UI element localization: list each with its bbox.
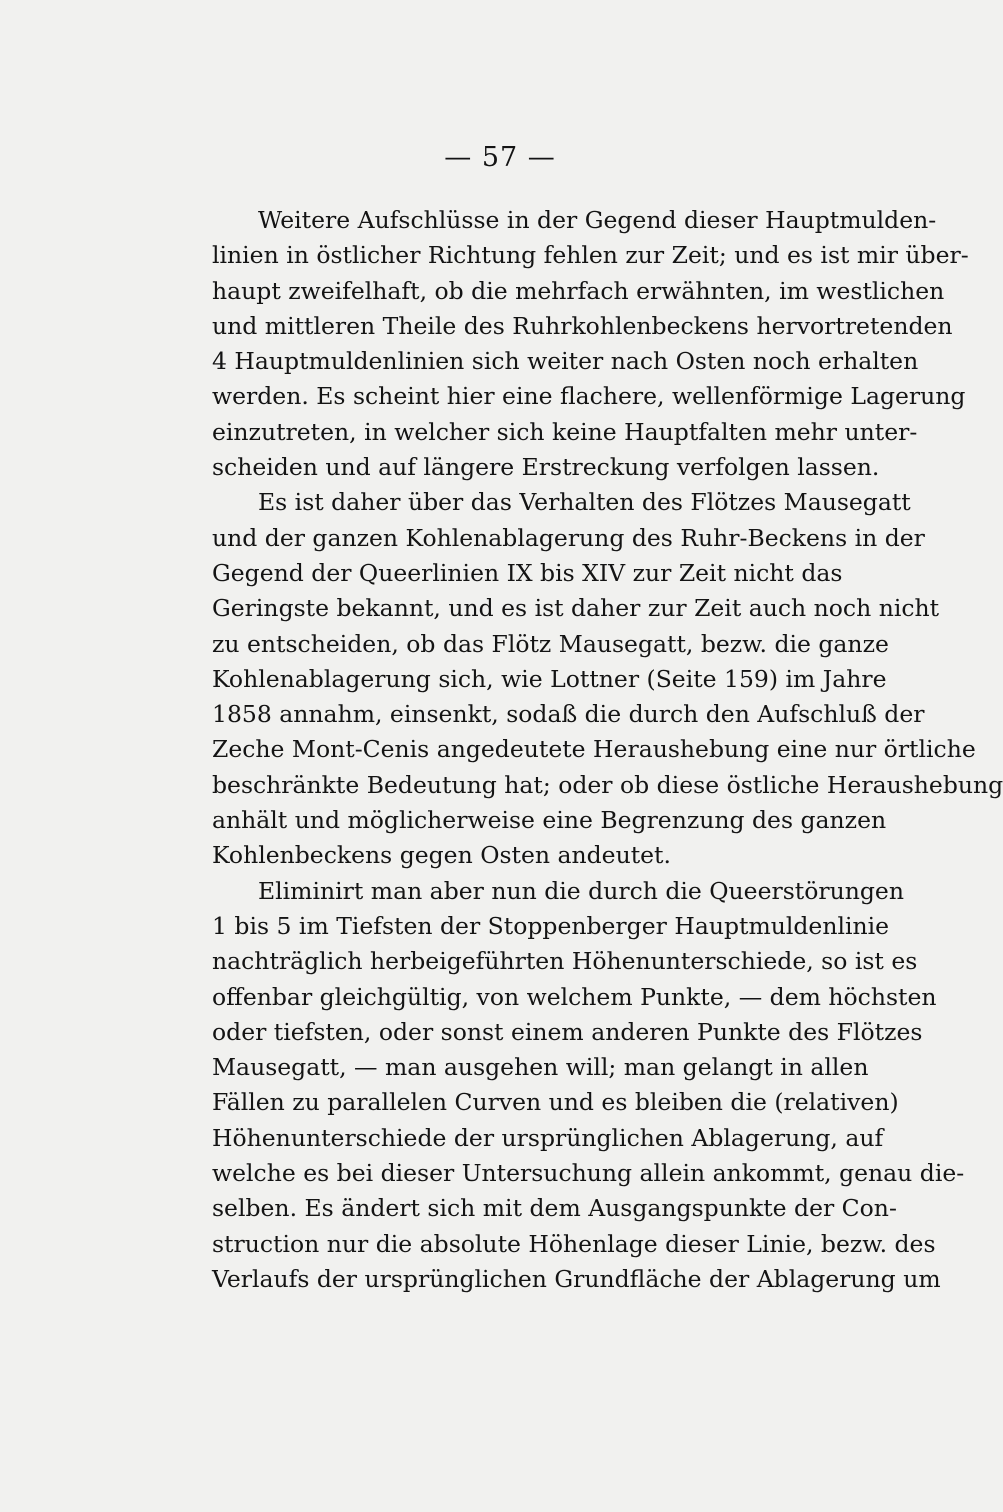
text-line: und der ganzen Kohlenablagerung des Ruhr-Beckens in der <box>212 523 925 552</box>
paragraph-2 <box>212 485 1003 873</box>
text-line: struction nur die absolute Höhenlage dieser Linie, bezw. des <box>212 1229 936 1258</box>
text-line: Höhenunterschiede der ursprünglichen Ablagerung, auf <box>212 1123 884 1152</box>
page-number: — 57 — <box>444 142 556 173</box>
text-line: beschränkte Bedeutung hat; oder ob diese östliche Heraushebung <box>212 770 1003 799</box>
text-line: werden. Es scheint hier eine flachere, wellenförmige Lagerung <box>212 382 966 411</box>
text-line: haupt zweifelhaft, ob die mehrfach erwähnten, im westlichen <box>212 276 945 305</box>
text-line: nachträglich herbeigeführten Höhenunterschiede, so ist es <box>212 947 918 976</box>
text-line: 1 bis 5 im Tiefsten der Stoppenberger Hauptmuldenlinie <box>212 911 890 940</box>
text-line: Geringste bekannt, und es ist daher zur Zeit auch noch nicht <box>212 594 940 623</box>
text-line: selben. Es ändert sich mit dem Ausgangspunkte der Con- <box>212 1194 897 1223</box>
text-line: Eliminirt man aber nun die durch die Queerstörungen <box>258 876 904 905</box>
text-line: Verlaufs der ursprünglichen Grundfläche der Ablagerung um <box>212 1264 941 1293</box>
text-line: welche es bei dieser Untersuchung allein ankommt, genau die- <box>212 1159 965 1188</box>
paragraph-1 <box>212 203 969 485</box>
text-line: anhält und möglicherweise eine Begrenzung des ganzen <box>212 806 887 835</box>
text-line: Weitere Aufschlüsse in der Gegend dieser Hauptmulden- <box>258 206 937 234</box>
text-line: Kohlenablagerung sich, wie Lottner (Seite 159) im Jahre <box>212 664 887 693</box>
paragraph-3 <box>212 874 965 1298</box>
text-line: Es ist daher über das Verhalten des Flötzes Mausegatt <box>258 488 911 517</box>
text-line: Kohlenbeckens gegen Osten andeutet. <box>212 841 671 870</box>
text-line: und mittleren Theile des Ruhrkohlenbeckens hervortretenden <box>212 311 953 340</box>
text-line: linien in östlicher Richtung fehlen zur Zeit; und es ist mir über- <box>212 241 969 270</box>
text-line: offenbar gleichgültig, von welchem Punkte, — dem höchsten <box>212 982 937 1011</box>
text-line: einzutreten, in welcher sich keine Hauptfalten mehr unter- <box>212 417 918 446</box>
text-line: Fällen zu parallelen Curven und es bleiben die (relativen) <box>212 1088 899 1117</box>
text-line: Mausegatt, — man ausgehen will; man gelangt in allen <box>212 1053 869 1082</box>
text-line: scheiden und auf längere Erstreckung verfolgen lassen. <box>212 453 880 482</box>
text-line: zu entscheiden, ob das Flötz Mausegatt, bezw. die ganze <box>212 629 889 658</box>
text-line: Gegend der Queerlinien IX bis XIV zur Zeit nicht das <box>212 558 843 587</box>
text-line: Zeche Mont-Cenis angedeutete Heraushebung eine nur örtliche <box>212 735 976 764</box>
text-line: 4 Hauptmuldenlinien sich weiter nach Osten noch erhalten <box>212 347 919 376</box>
text-line: oder tiefsten, oder sonst einem anderen Punkte des Flötzes <box>212 1017 923 1046</box>
text-line: 1858 annahm, einsenkt, sodaß die durch den Aufschluß der <box>212 700 925 729</box>
body-text <box>212 203 1003 1297</box>
